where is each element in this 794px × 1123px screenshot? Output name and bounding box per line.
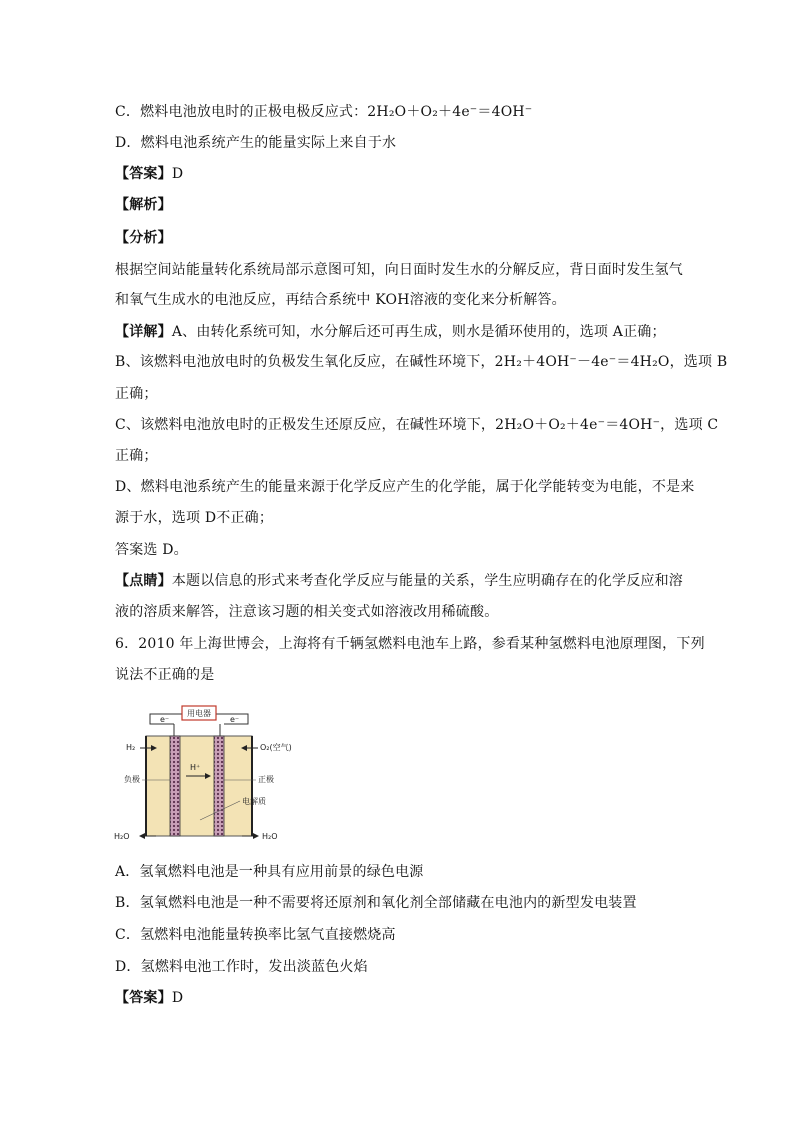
option-b: B．氢氧燃料电池是一种不需要将还原剂和氧化剂全部储藏在电池内的新型发电装置	[115, 895, 637, 911]
anode-label: 负极	[124, 775, 140, 784]
electron-right-label: e⁻	[230, 715, 240, 724]
fenxi-heading: 【分析】	[115, 230, 172, 246]
water-left-label: H₂O	[114, 832, 130, 841]
electrolyte-label: 电解质	[242, 797, 266, 806]
question-6-line-1: 6．2010 年上海世博会，上海将有千辆氢燃料电池车上路，参看某种氢燃料电池原理图，下列	[115, 636, 705, 652]
answer-line	[115, 164, 705, 184]
fuel-cell-diagram	[112, 692, 292, 854]
answer-value-2: D	[171, 990, 184, 1006]
detail-label: 【详解】	[115, 324, 172, 340]
answer-label-2: 【答案】	[115, 990, 172, 1006]
note-line-1	[115, 571, 705, 591]
note-line-2: 液的溶质来解答，注意该习题的相关变式如溶液改用稀硫酸。	[115, 604, 499, 620]
answer-choice-line: 答案选 D。	[115, 542, 188, 558]
cathode-electrode	[214, 736, 224, 836]
note-text-1: 本题以信息的形式来考查化学反应与能量的关系，学生应明确存在的化学反应和溶	[171, 573, 684, 589]
h2-label: H₂	[126, 743, 136, 752]
option-d-previous: D．燃料电池系统产生的能量实际上来自于水	[115, 135, 397, 151]
analysis-text-1: 根据空间站能量转化系统局部示意图可知，向日面时发生水的分解反应，背日面时发生氢气	[115, 262, 683, 278]
analysis-text-2: 和氧气生成水的电池反应，再结合系统中 KOH溶液的变化来分析解答。	[115, 292, 566, 308]
option-c: C．氢燃料电池能量转换率比氢气直接燃烧高	[115, 927, 396, 943]
electron-left-label: e⁻	[160, 715, 170, 724]
answer-value: D	[171, 166, 184, 182]
answer-label: 【答案】	[115, 166, 172, 182]
option-d: D．氢燃料电池工作时，发出淡蓝色火焰	[115, 959, 368, 975]
answer-line-2	[115, 988, 705, 1008]
cathode-label: 正极	[258, 775, 274, 784]
detail-line-d-cont: 源于水，选项 D不正确；	[115, 510, 274, 526]
device-label: 用电器	[187, 709, 211, 718]
proton-label: H⁺	[190, 763, 201, 772]
analysis-heading: 【解析】	[115, 197, 172, 213]
option-c-previous: C．燃料电池放电时的正极电极反应式：2H₂O＋O₂＋4e⁻＝4OH⁻	[115, 104, 533, 120]
cell-body	[146, 736, 252, 836]
detail-line-d: D、燃料电池系统产生的能量来源于化学反应产生的化学能，属于化学能转变为电能，不是来	[115, 479, 695, 495]
o2-label: O₂(空气)	[260, 743, 292, 752]
water-right-label: H₂O	[262, 832, 278, 841]
detail-line-c-cont: 正确；	[115, 448, 158, 464]
detail-line-c: C、该燃料电池放电时的正极发生还原反应，在碱性环境下，2H₂O＋O₂＋4e⁻＝4OH⁻，选项 C	[115, 417, 719, 433]
detail-line-a	[115, 322, 705, 342]
note-label: 【点睛】	[115, 573, 172, 589]
detail-text-a: A、由转化系统可知，水分解后还可再生成，则水是循环使用的，选项 A正确；	[171, 324, 666, 340]
detail-line-b-cont: 正确；	[115, 386, 158, 402]
detail-line-b: B、该燃料电池放电时的负极发生氧化反应，在碱性环境下，2H₂＋4OH⁻－4e⁻＝4H₂O，选项 B	[115, 354, 728, 370]
option-a: A．氢氧燃料电池是一种具有应用前景的绿色电源	[115, 864, 424, 880]
question-6-line-2: 说法不正确的是	[115, 667, 215, 683]
anode-electrode	[170, 736, 180, 836]
